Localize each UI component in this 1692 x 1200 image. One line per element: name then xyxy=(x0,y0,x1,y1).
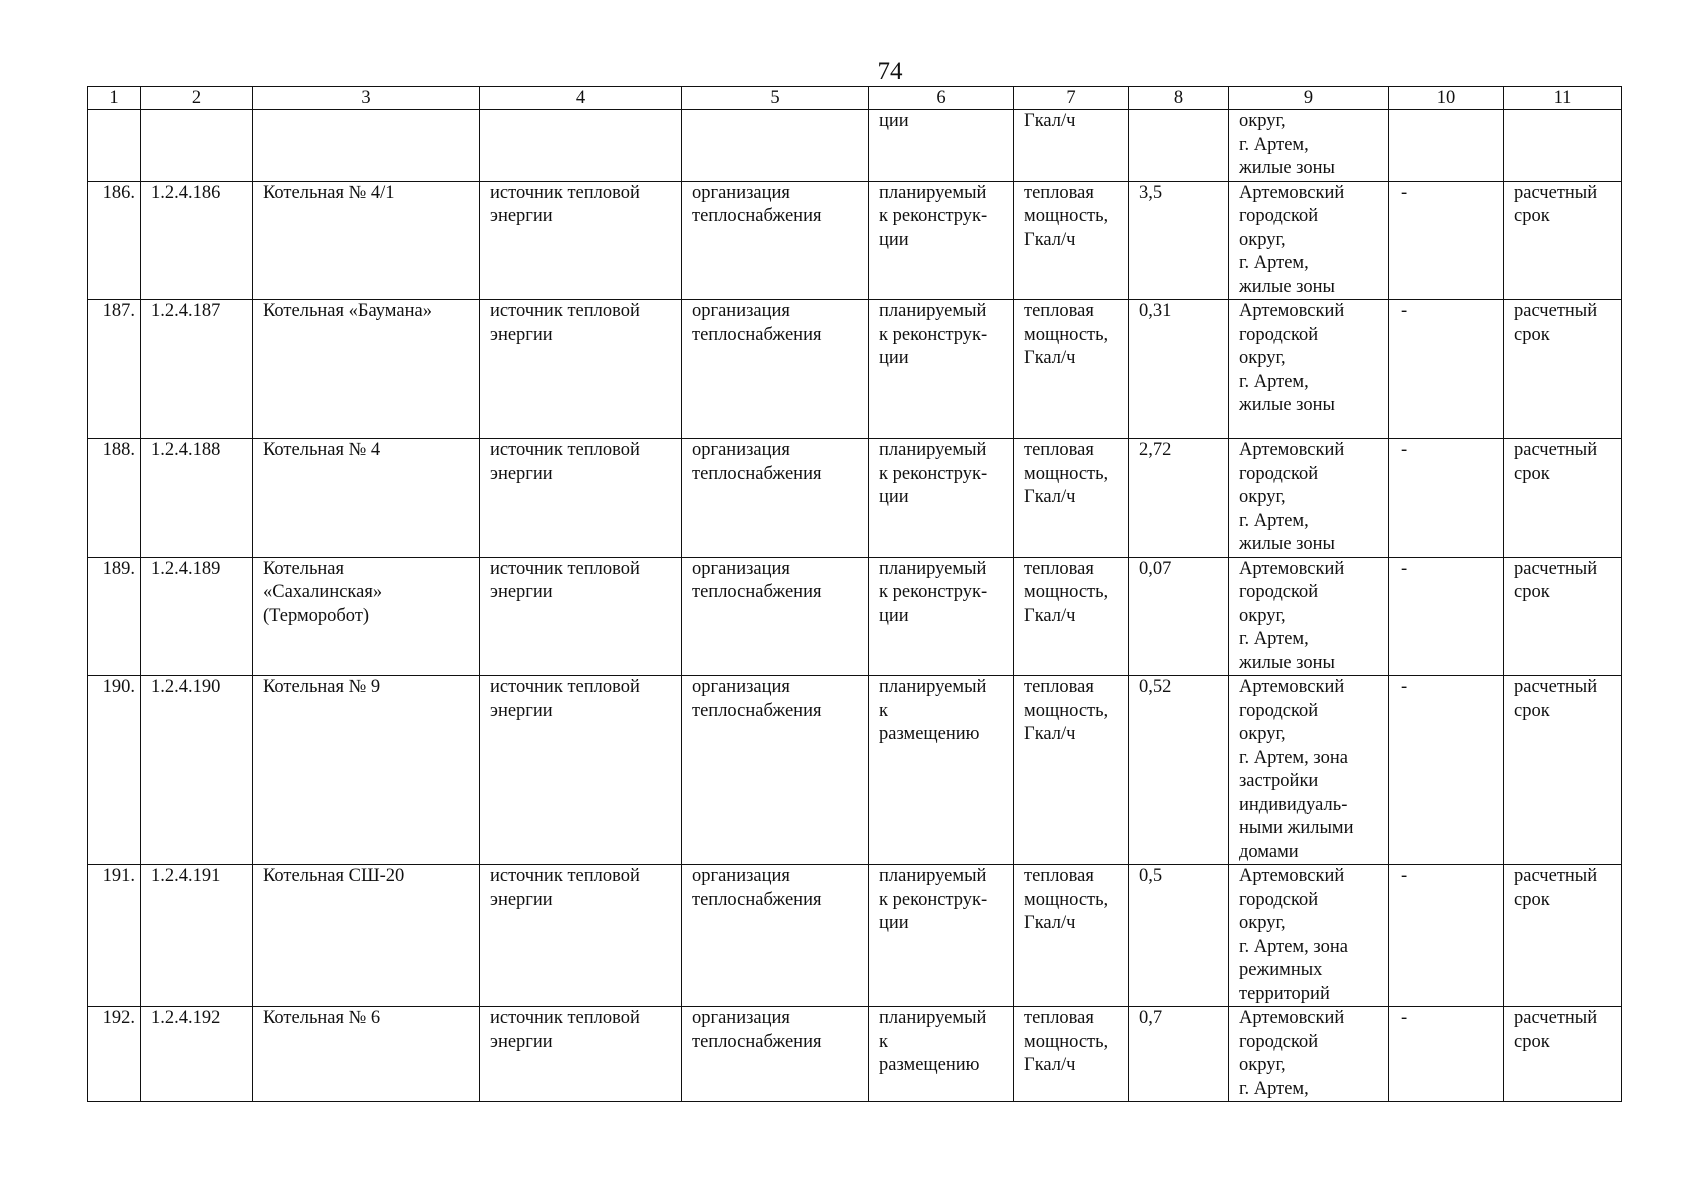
organization-line: организация xyxy=(692,558,790,579)
object-name-cell xyxy=(253,110,480,182)
column-number: 8 xyxy=(1129,87,1229,110)
organization-cell xyxy=(682,439,869,558)
term-cell xyxy=(1504,1007,1622,1102)
location-line: жилые зоны xyxy=(1239,652,1335,673)
status-line: планируемый xyxy=(879,866,987,886)
status-cell xyxy=(869,865,1014,1007)
term-cell xyxy=(1504,110,1622,182)
object-type-cell xyxy=(480,1007,682,1102)
location-line: округ, xyxy=(1239,229,1286,250)
table-body xyxy=(88,110,1622,1102)
location-cell xyxy=(1229,1007,1389,1102)
object-name-cell xyxy=(253,557,480,676)
table-row xyxy=(88,1007,1622,1102)
table-row xyxy=(88,110,1622,182)
location-line: округ, xyxy=(1239,913,1286,933)
status-line: планируемый xyxy=(879,440,987,460)
column-10-cell: - xyxy=(1389,865,1504,1007)
object-type-line: источник тепловой xyxy=(490,182,640,203)
location-line: жилые зоны xyxy=(1239,276,1335,297)
object-type-cell xyxy=(480,110,682,182)
location-cell xyxy=(1229,110,1389,182)
parameter-line: Гкал/ч xyxy=(1024,348,1076,368)
location-cell xyxy=(1229,865,1389,1007)
object-name-line: (Терморобот) xyxy=(263,605,370,626)
object-type-cell xyxy=(480,181,682,300)
location-line: г. Артем, зона xyxy=(1239,936,1348,957)
location-line: Артемовский xyxy=(1239,1008,1345,1028)
code-cell: 1.2.4.186 xyxy=(141,181,253,300)
location-cell xyxy=(1229,439,1389,558)
parameter-cell xyxy=(1014,865,1129,1007)
location-cell xyxy=(1229,676,1389,865)
object-type-line: источник тепловой xyxy=(490,866,640,886)
organization-cell xyxy=(682,557,869,676)
term-cell xyxy=(1504,300,1622,439)
status-line: ции xyxy=(879,229,909,250)
term-line: срок xyxy=(1514,1031,1550,1052)
table-row xyxy=(88,439,1622,558)
status-line: планируемый xyxy=(879,301,987,321)
location-cell xyxy=(1229,181,1389,300)
location-line: застройки xyxy=(1239,771,1319,791)
page-number: 74 xyxy=(877,58,903,85)
location-cell xyxy=(1229,557,1389,676)
parameter-line: мощность, xyxy=(1024,700,1109,721)
object-name-line: «Сахалинская» xyxy=(263,582,383,602)
location-cell xyxy=(1229,300,1389,439)
term-line: срок xyxy=(1514,582,1550,602)
object-type-line: источник тепловой xyxy=(490,558,640,579)
row-number-cell: 189. xyxy=(88,557,141,676)
organization-cell xyxy=(682,865,869,1007)
location-line: городской xyxy=(1239,324,1319,345)
code-cell: 1.2.4.187 xyxy=(141,300,253,439)
column-number: 2 xyxy=(141,87,253,110)
organization-cell xyxy=(682,181,869,300)
table-row xyxy=(88,557,1622,676)
location-line: индивидуаль- xyxy=(1239,794,1348,815)
location-line: округ, xyxy=(1239,111,1286,131)
organization-line: организация xyxy=(692,1008,790,1028)
location-line: Артемовский xyxy=(1239,866,1345,886)
status-line: ции xyxy=(879,605,909,626)
parameter-cell xyxy=(1014,300,1129,439)
term-cell xyxy=(1504,676,1622,865)
location-line: округ, xyxy=(1239,348,1286,368)
status-cell xyxy=(869,300,1014,439)
location-line: Артемовский xyxy=(1239,677,1345,697)
code-cell: 1.2.4.190 xyxy=(141,676,253,865)
value-cell: 0,5 xyxy=(1129,865,1229,1007)
location-line: округ, xyxy=(1239,487,1286,507)
code-cell: 1.2.4.188 xyxy=(141,439,253,558)
column-10-cell: - xyxy=(1389,676,1504,865)
register-table xyxy=(87,86,1622,1102)
organization-line: теплоснабжения xyxy=(692,324,822,345)
term-cell xyxy=(1504,865,1622,1007)
object-type-line: энергии xyxy=(490,582,553,602)
status-line: ции xyxy=(879,348,909,368)
location-line: городской xyxy=(1239,206,1319,226)
parameter-cell xyxy=(1014,557,1129,676)
location-line: жилые зоны xyxy=(1239,158,1335,178)
object-name-cell xyxy=(253,865,480,1007)
value-cell: 0,52 xyxy=(1129,676,1229,865)
parameter-line: тепловая xyxy=(1024,677,1094,697)
column-10-cell: - xyxy=(1389,1007,1504,1102)
status-line: к реконструк- xyxy=(879,582,988,602)
status-cell xyxy=(869,110,1014,182)
column-number: 9 xyxy=(1229,87,1389,110)
column-number: 11 xyxy=(1504,87,1622,110)
status-cell xyxy=(869,676,1014,865)
status-line: ции xyxy=(879,913,909,933)
location-line: г. Артем, xyxy=(1239,253,1309,273)
parameter-line: мощность, xyxy=(1024,582,1109,602)
organization-line: теплоснабжения xyxy=(692,700,822,721)
parameter-line: мощность, xyxy=(1024,1031,1109,1052)
organization-cell xyxy=(682,1007,869,1102)
code-cell: 1.2.4.192 xyxy=(141,1007,253,1102)
parameter-line: Гкал/ч xyxy=(1024,111,1076,131)
column-number: 3 xyxy=(253,87,480,110)
location-line: территорий xyxy=(1239,983,1330,1004)
parameter-line: Гкал/ч xyxy=(1024,229,1076,250)
organization-line: организация xyxy=(692,440,790,460)
row-number-cell: 188. xyxy=(88,439,141,558)
parameter-line: тепловая xyxy=(1024,440,1094,460)
organization-line: теплоснабжения xyxy=(692,1031,822,1052)
object-name-cell xyxy=(253,181,480,300)
term-line: срок xyxy=(1514,206,1550,226)
location-line: г. Артем, xyxy=(1239,134,1309,155)
object-type-cell xyxy=(480,439,682,558)
parameter-line: Гкал/ч xyxy=(1024,487,1076,507)
object-name-line: Котельная СШ-20 xyxy=(263,866,405,886)
status-line: ции xyxy=(879,111,909,131)
value-cell: 2,72 xyxy=(1129,439,1229,558)
object-type-line: энергии xyxy=(490,700,553,721)
location-line: Артемовский xyxy=(1239,440,1345,460)
location-line: режимных xyxy=(1239,960,1323,980)
term-line: срок xyxy=(1514,700,1550,721)
term-cell xyxy=(1504,557,1622,676)
object-name-line: Котельная № 4 xyxy=(263,440,381,460)
object-name-cell xyxy=(253,676,480,865)
value-cell: 0,07 xyxy=(1129,557,1229,676)
object-name-line: Котельная «Баумана» xyxy=(263,301,432,321)
object-type-line: энергии xyxy=(490,889,553,910)
column-10-cell: - xyxy=(1389,557,1504,676)
parameter-line: мощность, xyxy=(1024,206,1109,226)
object-type-line: энергии xyxy=(490,206,553,226)
status-line: к реконструк- xyxy=(879,206,988,226)
row-number-cell: 192. xyxy=(88,1007,141,1102)
column-number: 4 xyxy=(480,87,682,110)
column-10-cell: - xyxy=(1389,300,1504,439)
object-type-cell xyxy=(480,676,682,865)
object-name-line: Котельная № 4/1 xyxy=(263,182,395,203)
table-row xyxy=(88,676,1622,865)
row-number-cell: 190. xyxy=(88,676,141,865)
object-type-line: источник тепловой xyxy=(490,1008,640,1028)
object-name-cell xyxy=(253,300,480,439)
organization-line: теплоснабжения xyxy=(692,889,822,910)
object-name-cell xyxy=(253,1007,480,1102)
object-name-line: Котельная xyxy=(263,558,345,579)
status-cell xyxy=(869,1007,1014,1102)
term-line: расчетный xyxy=(1514,558,1598,579)
status-line: к xyxy=(879,1031,888,1052)
organization-cell xyxy=(682,676,869,865)
location-line: г. Артем, xyxy=(1239,510,1309,531)
organization-line: организация xyxy=(692,677,790,697)
parameter-line: мощность, xyxy=(1024,463,1109,484)
location-line: г. Артем, зона xyxy=(1239,747,1348,768)
term-line: срок xyxy=(1514,324,1550,345)
column-10-cell xyxy=(1389,110,1504,182)
code-cell: 1.2.4.191 xyxy=(141,865,253,1007)
status-cell xyxy=(869,439,1014,558)
row-number-cell xyxy=(88,110,141,182)
term-line: расчетный xyxy=(1514,677,1598,697)
location-line: городской xyxy=(1239,700,1319,721)
status-line: к xyxy=(879,700,888,721)
object-type-line: энергии xyxy=(490,324,553,345)
status-line: планируемый xyxy=(879,677,987,697)
organization-line: теплоснабжения xyxy=(692,463,822,484)
column-10-cell: - xyxy=(1389,439,1504,558)
status-line: размещению xyxy=(879,1055,980,1075)
column-number-header xyxy=(88,87,1622,110)
organization-cell xyxy=(682,110,869,182)
table-row xyxy=(88,300,1622,439)
organization-line: теплоснабжения xyxy=(692,582,822,602)
parameter-line: Гкал/ч xyxy=(1024,1055,1076,1075)
status-line: к реконструк- xyxy=(879,324,988,345)
code-cell: 1.2.4.189 xyxy=(141,557,253,676)
object-type-line: источник тепловой xyxy=(490,301,640,321)
parameter-line: тепловая xyxy=(1024,182,1094,203)
location-line: Артемовский xyxy=(1239,301,1345,321)
organization-cell xyxy=(682,300,869,439)
status-line: планируемый xyxy=(879,182,987,203)
location-line: городской xyxy=(1239,463,1319,484)
column-10-cell: - xyxy=(1389,181,1504,300)
location-line: Артемовский xyxy=(1239,558,1345,579)
value-cell: 3,5 xyxy=(1129,181,1229,300)
organization-line: организация xyxy=(692,301,790,321)
status-line: планируемый xyxy=(879,558,987,579)
object-type-line: энергии xyxy=(490,1031,553,1052)
object-type-line: энергии xyxy=(490,463,553,484)
term-cell xyxy=(1504,181,1622,300)
parameter-line: тепловая xyxy=(1024,1008,1094,1028)
location-line: жилые зоны xyxy=(1239,395,1335,415)
location-line: округ, xyxy=(1239,1055,1286,1075)
value-cell: 0,31 xyxy=(1129,300,1229,439)
parameter-cell xyxy=(1014,676,1129,865)
object-type-cell xyxy=(480,557,682,676)
value-cell: 0,7 xyxy=(1129,1007,1229,1102)
object-type-line: источник тепловой xyxy=(490,440,640,460)
column-number: 5 xyxy=(682,87,869,110)
location-line: округ, xyxy=(1239,605,1286,626)
row-number-cell: 186. xyxy=(88,181,141,300)
parameter-cell xyxy=(1014,1007,1129,1102)
status-cell xyxy=(869,557,1014,676)
value-cell xyxy=(1129,110,1229,182)
object-type-cell xyxy=(480,300,682,439)
code-cell xyxy=(141,110,253,182)
column-number: 10 xyxy=(1389,87,1504,110)
parameter-line: тепловая xyxy=(1024,866,1094,886)
parameter-cell xyxy=(1014,181,1129,300)
location-line: городской xyxy=(1239,889,1319,910)
location-line: жилые зоны xyxy=(1239,534,1335,554)
location-line: городской xyxy=(1239,1031,1319,1052)
object-name-line: Котельная № 6 xyxy=(263,1008,381,1028)
status-line: планируемый xyxy=(879,1008,987,1028)
status-line: размещению xyxy=(879,724,980,744)
location-line: ными жилыми xyxy=(1239,818,1354,838)
parameter-line: Гкал/ч xyxy=(1024,913,1076,933)
status-cell xyxy=(869,181,1014,300)
organization-line: теплоснабжения xyxy=(692,206,822,226)
object-name-cell xyxy=(253,439,480,558)
location-line: городской xyxy=(1239,582,1319,602)
column-number-row xyxy=(88,87,1622,110)
location-line: г. Артем, xyxy=(1239,371,1309,392)
location-line: Артемовский xyxy=(1239,182,1345,203)
parameter-line: тепловая xyxy=(1024,558,1094,579)
location-line: г. Артем, xyxy=(1239,629,1309,649)
organization-line: организация xyxy=(692,866,790,886)
column-number: 7 xyxy=(1014,87,1129,110)
location-line: домами xyxy=(1239,841,1299,862)
object-type-line: источник тепловой xyxy=(490,677,640,697)
status-line: к реконструк- xyxy=(879,889,988,910)
term-line: срок xyxy=(1514,463,1550,484)
term-line: расчетный xyxy=(1514,866,1598,886)
status-line: ции xyxy=(879,487,909,507)
parameter-line: Гкал/ч xyxy=(1024,724,1076,744)
row-number-cell: 187. xyxy=(88,300,141,439)
term-line: расчетный xyxy=(1514,182,1598,203)
term-line: расчетный xyxy=(1514,301,1598,321)
term-line: расчетный xyxy=(1514,1008,1598,1028)
term-cell xyxy=(1504,439,1622,558)
parameter-line: мощность, xyxy=(1024,324,1109,345)
object-name-line: Котельная № 9 xyxy=(263,677,381,697)
parameter-cell xyxy=(1014,439,1129,558)
object-type-cell xyxy=(480,865,682,1007)
location-line: г. Артем, xyxy=(1239,1078,1309,1099)
parameter-cell xyxy=(1014,110,1129,182)
status-line: к реконструк- xyxy=(879,463,988,484)
parameter-line: Гкал/ч xyxy=(1024,605,1076,626)
column-number: 6 xyxy=(869,87,1014,110)
column-number: 1 xyxy=(88,87,141,110)
term-line: расчетный xyxy=(1514,440,1598,460)
parameter-line: мощность, xyxy=(1024,889,1109,910)
table-row xyxy=(88,865,1622,1007)
table-row xyxy=(88,181,1622,300)
term-line: срок xyxy=(1514,889,1550,910)
row-number-cell: 191. xyxy=(88,865,141,1007)
parameter-line: тепловая xyxy=(1024,301,1094,321)
organization-line: организация xyxy=(692,182,790,203)
location-line: округ, xyxy=(1239,724,1286,744)
